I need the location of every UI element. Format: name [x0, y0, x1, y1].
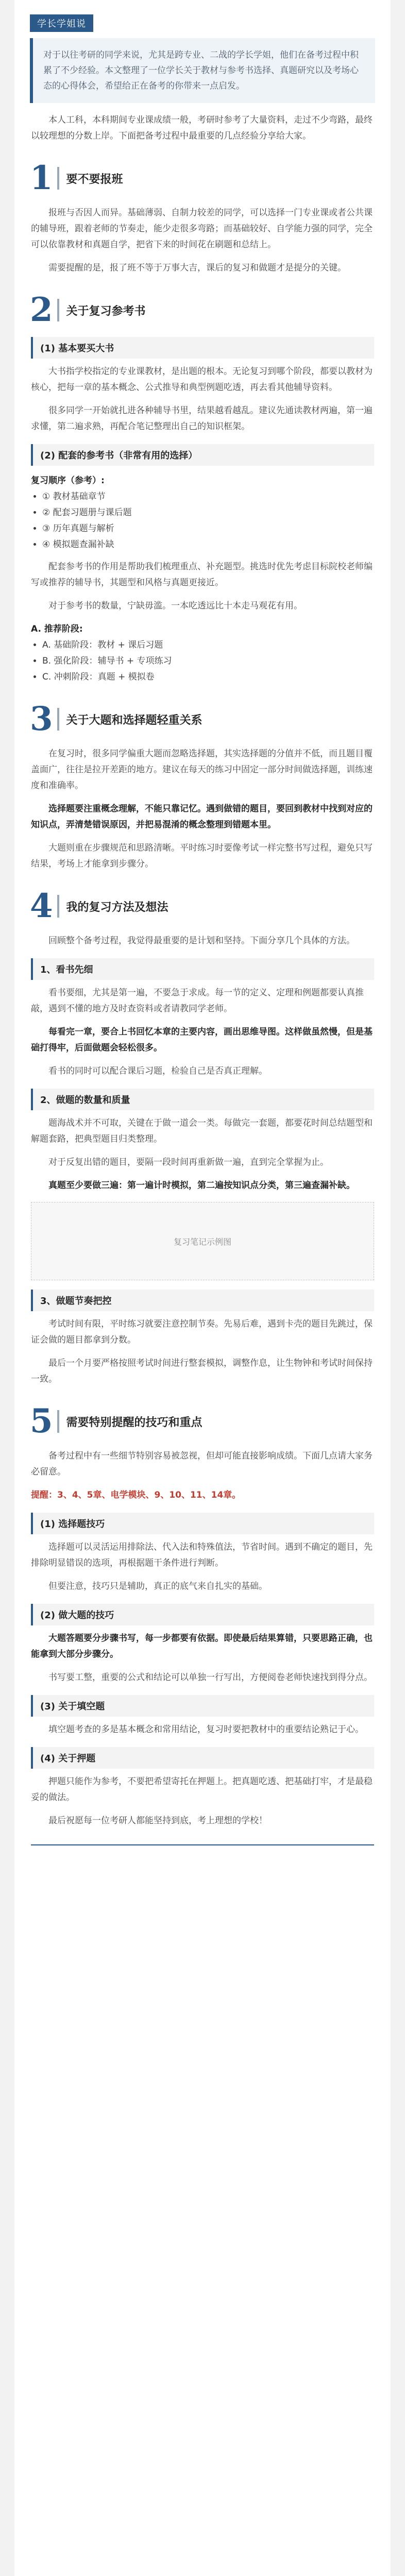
paragraph: 题海战术并不可取，关键在于做一道会一类。每做完一套题，都要花时间总结题型和解题套路，把典型题目归类整理。: [31, 1118, 373, 1144]
divider: [57, 299, 59, 321]
paragraph: 看书的同时可以配合课后习题，检验自己是否真正理解。: [48, 1066, 267, 1076]
paragraph: 但要注意，技巧只是辅助，真正的底气来自扎实的基础。: [48, 1581, 267, 1591]
paragraph: 很多同学一开始就扎进各种辅导书里，结果越看越乱。建议先通读教材两遍，第一遍求懂，第二遍求熟，再配合笔记整理出自己的知识框架。: [31, 405, 373, 432]
list-item: • B. 强化阶段：辅导书 + 专项练习: [42, 653, 374, 669]
subheading: (2) 配套的参考书（非常有用的选择）: [31, 444, 374, 466]
paragraph: 大题答题要分步骤书写，每一步都要有依据。即使最后结果算错，只要思路正确，也能拿到大部分步骤分。: [31, 1633, 373, 1659]
divider: [57, 708, 59, 731]
list-item: • A. 基础阶段：教材 + 课后习题: [42, 637, 374, 653]
section-title: 关于大题和选择题轻重关系: [66, 714, 202, 727]
intro-box: 对于以往考研的同学来说，尤其是跨专业、二战的学长学姐，他们在备考过程中积累了不少经验。本文整理了一位学长关于教材与参考书选择、真题研究以及考场心态的心得体会，希望给正在备考的你带来一点启发。: [30, 38, 375, 103]
divider: [57, 895, 59, 918]
section-number: 5: [30, 1402, 53, 1440]
list-item: • ③ 历年真题与解析: [42, 521, 374, 537]
paragraph: 最后一个月要严格按照考试时间进行整套模拟，调整作息，让生物钟和考试时间保持一致。: [31, 1358, 373, 1384]
paragraph: 大题则重在步骤规范和思路清晰。平时练习时要像考试一样完整书写过程，避免只写结果，考场上才能拿到步骤分。: [31, 843, 373, 869]
paragraph: 报班与否因人而异。基础薄弱、自制力较差的同学，可以选择一门专业课或者公共课的辅导班，跟着老师的节奏走，能少走很多弯路；而基础较好、自学能力强的同学，完全可以依靠教材和真题自学，把省下来的时间花在刷题和总结上。: [31, 208, 373, 250]
section-heading-5: [30, 1402, 375, 1440]
preface-paragraph: 本人工科，本科期间专业课成绩一般，考研时参考了大量资料，走过不少弯路，最终以较理想的分数上岸。下面把备考过程中最重要的几点经验分享给大家。: [31, 115, 373, 141]
bottom-divider: [31, 1844, 374, 1845]
list-item: • C. 冲刺阶段：真题 + 模拟卷: [42, 669, 374, 685]
section-number: 4: [30, 887, 53, 925]
subheading: (3) 关于填空题: [31, 1695, 374, 1717]
divider: [57, 1410, 59, 1433]
paragraph: 备考过程中有一些细节特别容易被忽视，但却可能直接影响成绩。下面几点请大家务必留意。: [31, 1451, 373, 1477]
paragraph: 每看完一章，要合上书回忆本章的主要内容，画出思维导图。这样做虽然慢，但是基础打得牢，后面做题会轻松很多。: [31, 1027, 373, 1053]
notes-image: 复习笔记示例图: [31, 1202, 374, 1280]
section-number: 3: [30, 700, 53, 738]
paragraph: 选择题要注重概念理解，不能只靠记忆。遇到做错的题目，要回到教材中找到对应的知识点，弄清楚错误原因，并把易混淆的概念整理到错题本里。: [31, 804, 373, 830]
paragraph: 考试时间有限，平时练习就要注意控制节奏。先易后难，遇到卡壳的题目先跳过，保证会做的题目都拿到分数。: [31, 1319, 373, 1345]
list-item: • ① 教材基础章节: [42, 489, 374, 505]
section-heading-4: [30, 887, 375, 925]
subheading: (2) 做大题的技巧: [31, 1604, 374, 1625]
paragraph: 需要提醒的是，报了班不等于万事大吉，课后的复习和做题才是提分的关键。: [48, 263, 346, 273]
subheading: (1) 基本要买大书: [31, 337, 374, 359]
subheading: 3、做题节奏把控: [31, 1290, 374, 1311]
subheading: (4) 关于押题: [31, 1747, 374, 1769]
paragraph: 押题只能作为参考，不要把希望寄托在押题上。把真题吃透、把基础打牢，才是最稳妥的做法。: [31, 1776, 373, 1803]
paragraph: 填空题考查的多是基本概念和常用结论，复习时要把教材中的重要结论熟记于心。: [48, 1724, 364, 1735]
article-page: [14, 0, 391, 2576]
section-number: 1: [30, 159, 53, 197]
paragraph: 最后祝愿每一位考研人都能坚持到底，考上理想的学校！: [48, 1816, 267, 1826]
section-title: 我的复习方法及想法: [66, 901, 168, 914]
paragraph: 书写要工整，重要的公式和结论可以单独一行写出，方便阅卷老师快速找到得分点。: [48, 1672, 373, 1683]
list-item: • ④ 模拟题查漏补缺: [42, 537, 374, 553]
section-title: 要不要报班: [66, 173, 123, 186]
section-heading-1: [30, 159, 375, 197]
paragraph: 在复习时，很多同学偏重大题而忽略选择题，其实选择题的分值并不低，而且题目覆盖面广，往往是拉开差距的地方。建议在每天的练习中固定一部分时间做选择题，训练速度和准确率。: [31, 749, 373, 791]
paragraph: 配套参考书的作用是帮助我们梳理重点、补充题型。挑选时优先考虑目标院校老师编写或推荐的辅导书，其题型和风格与真题更接近。: [31, 562, 373, 588]
paragraph: 看书要细，尤其是第一遍，不要急于求成。每一节的定义、定理和例题都要认真推敲，遇到不懂的地方及时查资料或者请教同学老师。: [31, 988, 364, 1014]
subheading: (1) 选择题技巧: [31, 1513, 374, 1534]
section-title: 需要特别提醒的技巧和重点: [66, 1416, 202, 1429]
paragraph: 真题至少要做三遍：第一遍计时模拟，第二遍按知识点分类，第三遍查漏补缺。: [48, 1180, 355, 1191]
paragraph: 选择题可以灵活运用排除法、代入法和特殊值法，节省时间。遇到不确定的题目，先排除明显错误的选项，再根据题干条件进行判断。: [31, 1542, 373, 1568]
list: [31, 489, 374, 553]
paragraph: 回顾整个备考过程，我觉得最重要的是计划和坚持。下面分享几个具体的方法。: [48, 936, 355, 946]
subheading: 2、做题的数量和质量: [31, 1089, 374, 1110]
list-item: • ② 配套习题册与课后题: [42, 505, 374, 521]
list-title: 复习顺序（参考）:: [31, 476, 105, 486]
list-title: A. 推荐阶段:: [31, 624, 83, 634]
paragraph: 对于参考书的数量，宁缺毋滥。一本吃透远比十本走马观花有用。: [48, 601, 302, 611]
paragraph: 大书指学校指定的专业课教材，是出题的根本。无论复习到哪个阶段，都要以教材为核心，把每一章的基本概念、公式推导和典型例题吃透，再去看其他辅导资料。: [31, 366, 373, 393]
header-tag: 学长学姐说: [30, 14, 93, 32]
paragraph: 对于反复出错的题目，要隔一段时间再重新做一遍，直到完全掌握为止。: [48, 1157, 329, 1167]
section-title: 关于复习参考书: [66, 304, 146, 318]
list: [31, 637, 374, 685]
section-number: 2: [30, 291, 53, 329]
highlight-text: 提醒：3、4、5章、电学模块、9、10、11、14章。: [31, 1490, 241, 1500]
section-heading-3: [30, 700, 375, 738]
divider: [57, 167, 59, 190]
subheading: 1、看书先细: [31, 958, 374, 980]
section-heading-2: [30, 291, 375, 329]
